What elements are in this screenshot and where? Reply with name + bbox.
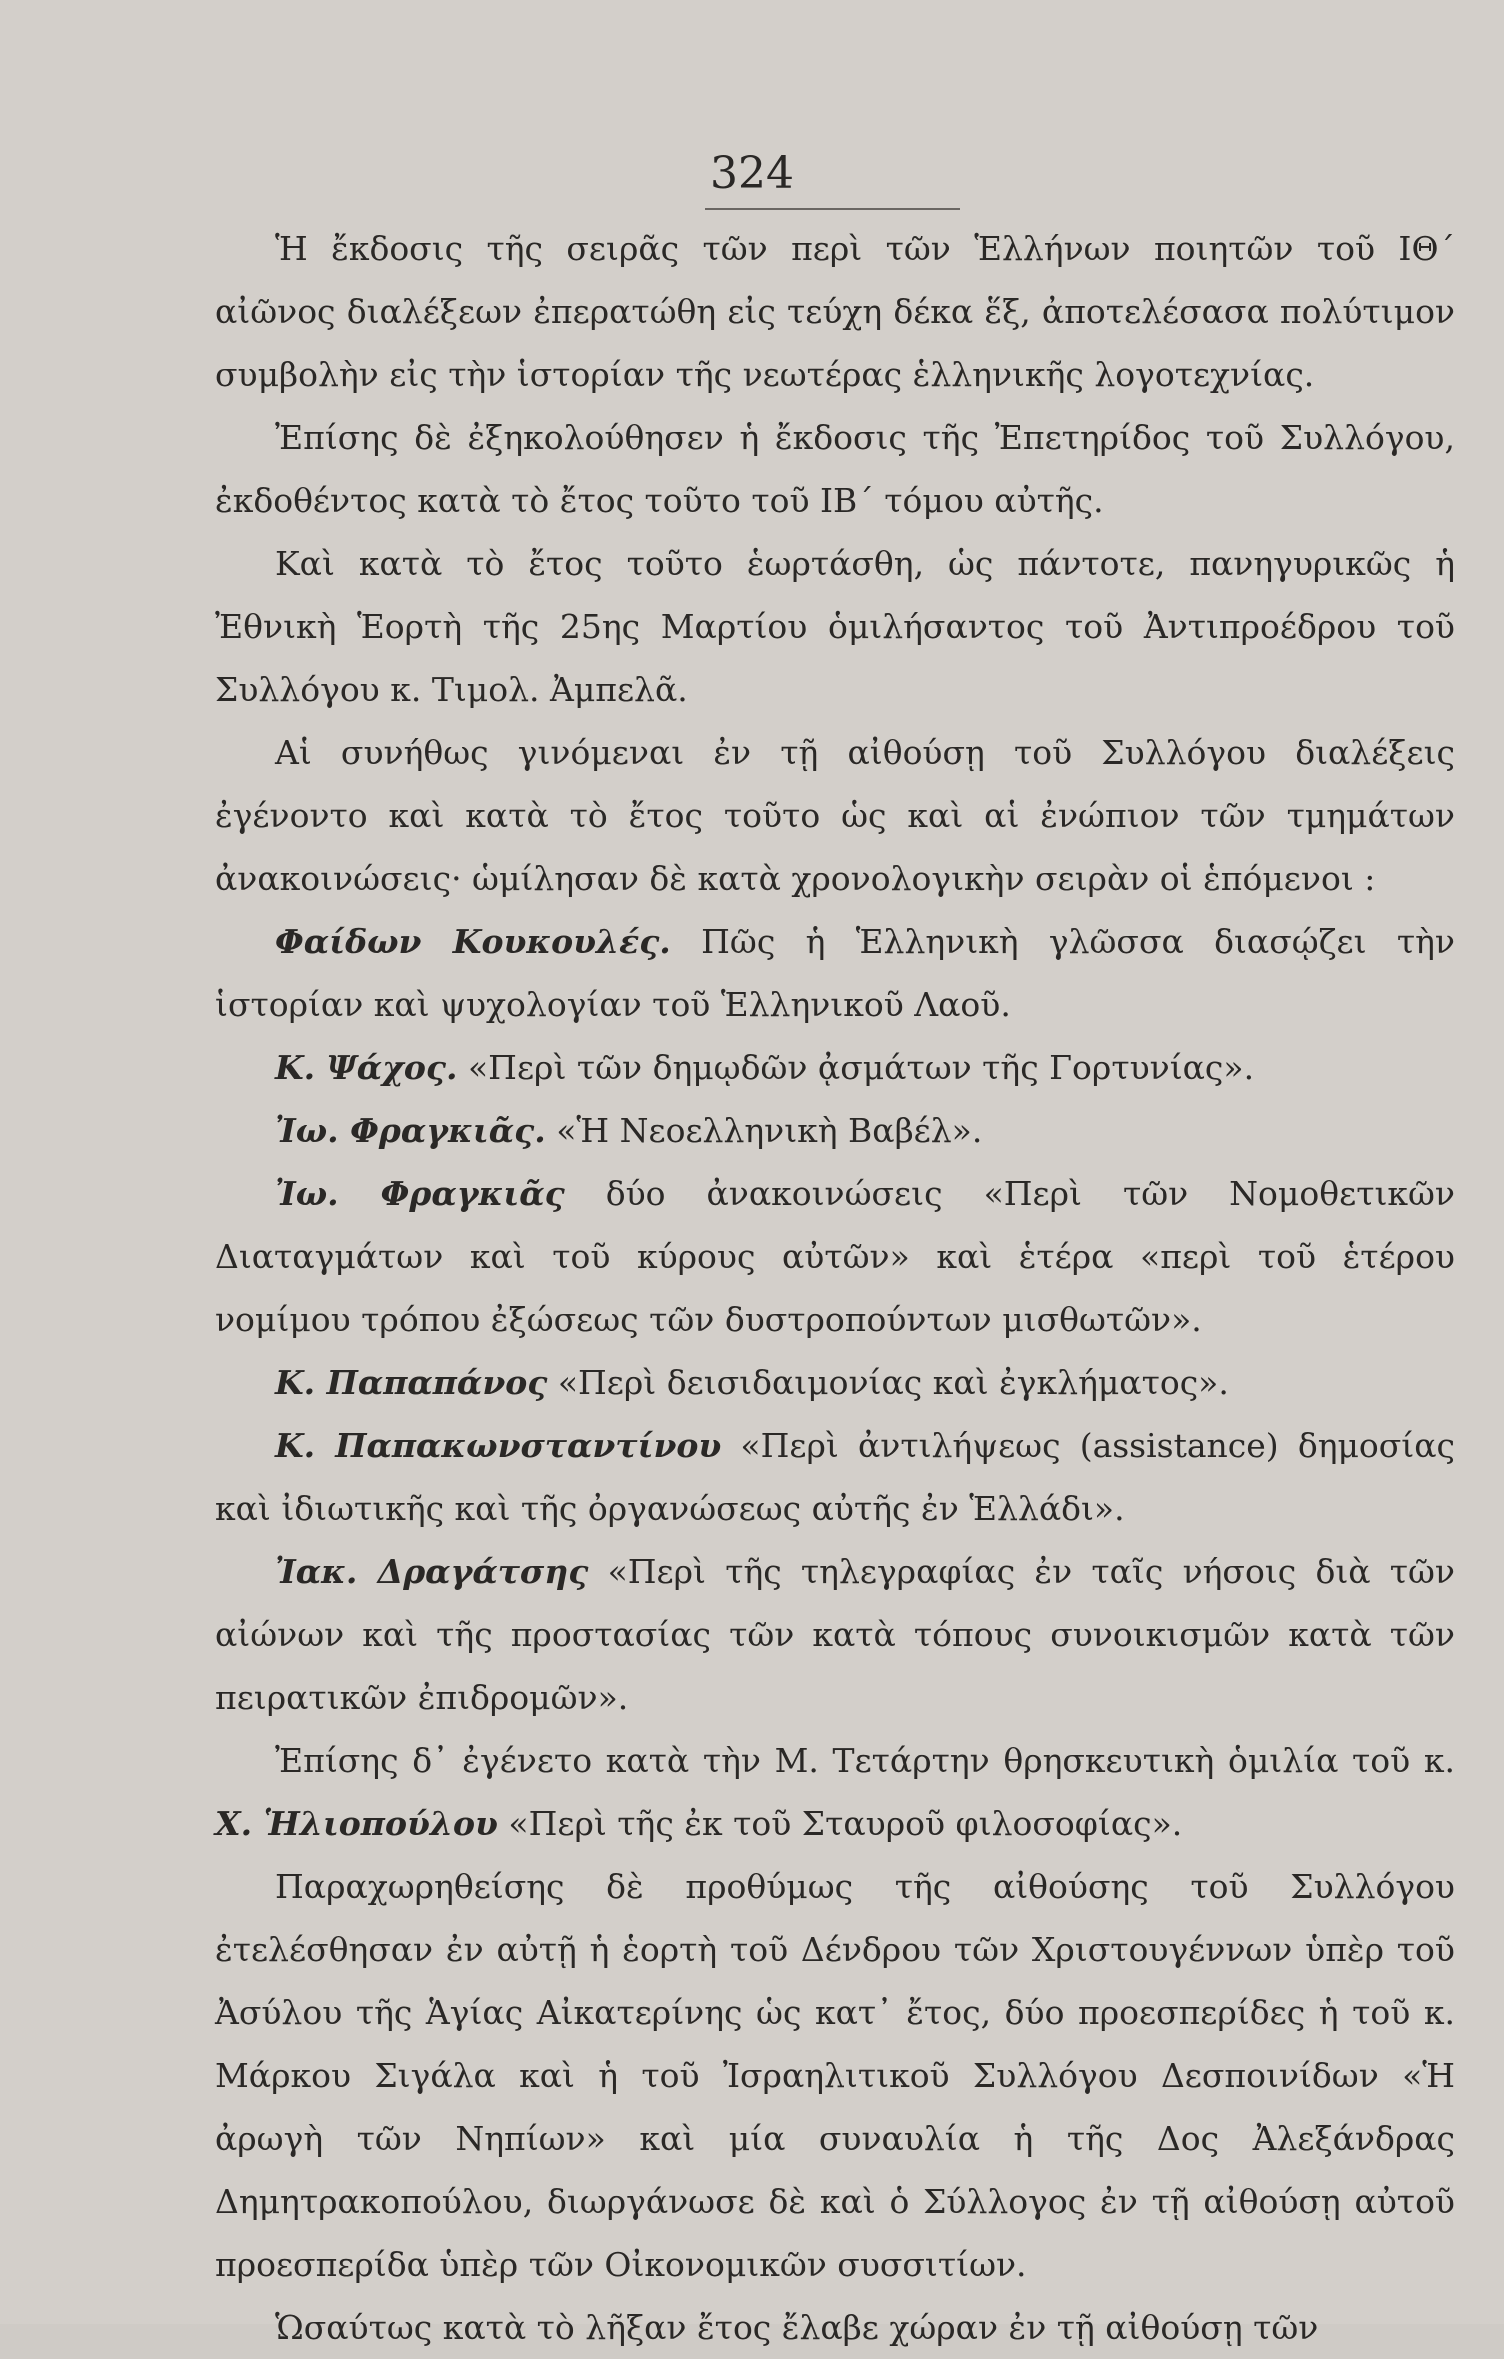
lecture-speaker: Ἰακ. Δραγάτσης <box>275 1552 589 1591</box>
lecture-entry <box>215 1099 1455 1162</box>
paragraph: Παραχωρηθείσης δὲ προθύμως τῆς αἰθούσης τοῦ Συλλόγου ἐτελέσθησαν ἐν αὐτῇ ἡ ἑορτὴ τοῦ Δένδρου τῶν Χριστουγέννων ὑπὲρ τοῦ Ἀσύλου τῆς Ἁγίας Αἰκατερίνης ὡς κατ᾽ ἔτος, δύο προεσπερίδες ἡ τοῦ κ. Μάρκου Σιγάλα καὶ ἡ τοῦ Ἰσραηλιτικοῦ Συλλόγου Δεσποινίδων «Ἡ ἀρωγὴ τῶν Νηπίων» καὶ μία συναυλία ἡ τῆς Δος Ἀλεξάνδρας Δημητρακοπούλου, διωργάνωσε δὲ καὶ ὁ Σύλλογος ἐν τῇ αἰθούσῃ αὐτοῦ προεσπερίδα ὑπὲρ τῶν Οἰκονομικῶν συσσιτίων. <box>215 1867 1455 2284</box>
body-text <box>215 217 1455 2359</box>
lecture-entry <box>215 1540 1455 1729</box>
lecture-title: «Περὶ δεισιδαιμονίας καὶ ἐγκλήματος». <box>547 1363 1229 1402</box>
lecture-entry <box>215 1036 1455 1099</box>
lecture-entry <box>215 1351 1455 1414</box>
paragraph: Ὡσαύτως κατὰ τὸ λῆξαν ἔτος ἔλαβε χώραν ἐν τῇ αἰθούσῃ τῶν <box>275 2308 1319 2347</box>
paragraph <box>215 1729 1455 1855</box>
header-rule <box>705 208 960 210</box>
lecture-entry <box>215 1414 1455 1540</box>
lecture-title: «Ἡ Νεοελληνικὴ Βαβέλ». <box>545 1111 983 1150</box>
lecture-entry <box>215 1162 1455 1351</box>
lecture-title: Πῶς ἡ Ἑλληνικὴ γλῶσσα διασῴζει τὴν ἱστορίαν καὶ ψυχολογίαν τοῦ Ἑλληνικοῦ Λαοῦ. <box>215 922 1455 1024</box>
sermon-speaker: Χ. Ἡλιοπούλου <box>215 1804 498 1843</box>
lecture-title: «Περὶ τῆς τηλεγραφίας ἐν ταῖς νήσοις διὰ τῶν αἰώνων καὶ τῆς προστασίας τῶν κατὰ τόπους συνοικισμῶν κατὰ τῶν πειρατικῶν ἐπιδρομῶν». <box>215 1552 1455 1717</box>
lecture-speaker: Κ. Ψάχος. <box>275 1048 458 1087</box>
lecture-title: δύο ἀνακοινώσεις «Περὶ τῶν Νομοθετικῶν Διαταγμάτων καὶ τοῦ κύρους αὐτῶν» καὶ ἑτέρα «περὶ τοῦ ἑτέρου νομίμου τρόπου ἐξώσεως τῶν δυστροπούντων μισθωτῶν». <box>215 1174 1455 1339</box>
paragraph: Αἱ συνήθως γινόμεναι ἐν τῇ αἰθούσῃ τοῦ Συλλόγου διαλέξεις ἐγένοντο καὶ κατὰ τὸ ἔτος τοῦτο ὡς καὶ αἱ ἐνώπιον τῶν τμημάτων ἀνακοινώσεις· ὡμίλησαν δὲ κατὰ χρονολογικὴν σειρὰν οἱ ἑπόμενοι : <box>215 733 1455 898</box>
paragraph: Ἡ ἔκδοσις τῆς σειρᾶς τῶν περὶ τῶν Ἑλλήνων ποιητῶν τοῦ ΙΘ΄ αἰῶνος διαλέξεων ἐπερατώθη εἰς τεύχη δέκα ἕξ, ἀποτελέσασα πολύτιμον συμβολὴν εἰς τὴν ἱστορίαν τῆς νεωτέρας ἑλληνικῆς λογοτεχνίας. <box>215 229 1455 394</box>
lecture-speaker: Κ. Παπακωνσταντίνου <box>275 1426 722 1465</box>
lecture-entry <box>215 910 1455 1036</box>
page-number: 324 <box>710 148 794 199</box>
paragraph-text: Ἐπίσης δ᾽ ἐγένετο κατὰ τὴν Μ. Τετάρτην θρησκευτικὴ ὁμιλία τοῦ κ. <box>275 1741 1455 1780</box>
lecture-title: «Περὶ ἀντιλήψεως (assistance) δημοσίας καὶ ἰδιωτικῆς καὶ τῆς ὀργανώσεως αὐτῆς ἐν Ἑλλάδι». <box>215 1426 1456 1528</box>
sermon-title: «Περὶ τῆς ἐκ τοῦ Σταυροῦ φιλοσοφίας». <box>497 1804 1183 1843</box>
lecture-speaker: Κ. Παπαπάνος <box>275 1363 548 1402</box>
lecture-speaker: Φαίδων Κουκουλές. <box>275 922 671 961</box>
lecture-speaker: Ἰω. Φραγκιᾶς. <box>275 1111 546 1150</box>
lecture-title: «Περὶ τῶν δημῳδῶν ᾀσμάτων τῆς Γορτυνίας». <box>457 1048 1255 1087</box>
paragraph: Καὶ κατὰ τὸ ἔτος τοῦτο ἑωρτάσθη, ὡς πάντοτε, πανηγυρικῶς ἡ Ἐθνικὴ Ἑορτὴ τῆς 25ης Μαρτίου ὁμιλήσαντος τοῦ Ἀντιπροέδρου τοῦ Συλλόγου κ. Τιμολ. Ἀμπελᾶ. <box>215 544 1455 709</box>
paragraph: Ἐπίσης δὲ ἐξηκολούθησεν ἡ ἔκδοσις τῆς Ἐπετηρίδος τοῦ Συλλόγου, ἐκδοθέντος κατὰ τὸ ἔτος τοῦτο τοῦ ΙΒ΄ τόμου αὐτῆς. <box>215 418 1455 520</box>
lecture-speaker: Ἰω. Φραγκιᾶς <box>275 1174 565 1213</box>
